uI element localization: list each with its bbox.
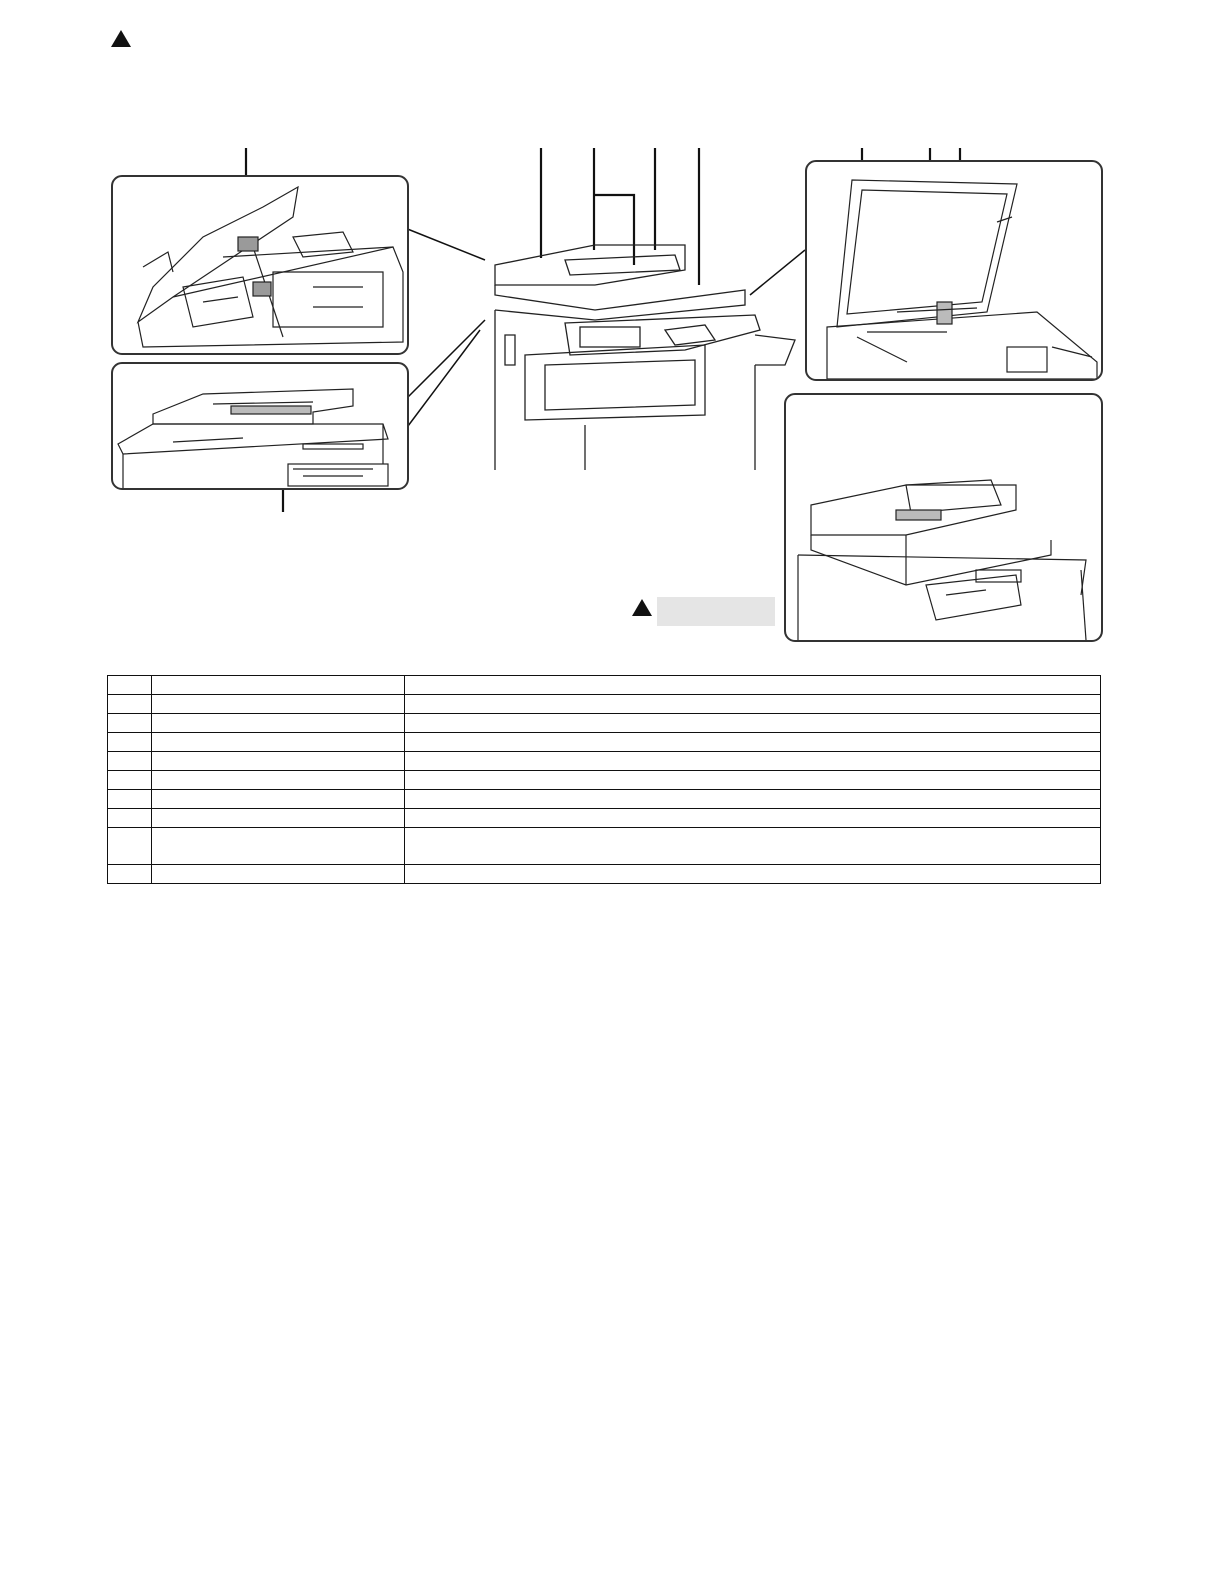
table-row: [108, 828, 1101, 865]
part-name: [152, 771, 405, 790]
part-description: [405, 771, 1101, 790]
part-name: [152, 865, 405, 884]
row-number: [108, 771, 152, 790]
adf-inside-illustration: [113, 177, 407, 353]
row-number: [108, 714, 152, 733]
part-name: [152, 809, 405, 828]
part-name: [152, 828, 405, 865]
dspf-unit-illustration: [786, 395, 1101, 640]
note-label: [657, 597, 775, 626]
document-glass-view: [805, 160, 1103, 381]
part-description: [405, 714, 1101, 733]
warning-triangle-icon: [111, 30, 131, 47]
row-number: [108, 752, 152, 771]
part-description: [405, 695, 1101, 714]
part-name: [152, 733, 405, 752]
part-name: [152, 752, 405, 771]
adf-front-illustration: [113, 364, 407, 488]
part-description: [405, 733, 1101, 752]
table-row: [108, 790, 1101, 809]
row-number: [108, 865, 152, 884]
row-number: [108, 809, 152, 828]
table-row: [108, 676, 1101, 695]
document-glass-illustration: [807, 162, 1101, 379]
table-row: [108, 809, 1101, 828]
part-description: [405, 752, 1101, 771]
table-row: [108, 695, 1101, 714]
part-name: [152, 714, 405, 733]
copier-main-illustration: [485, 215, 800, 470]
table-row: [108, 865, 1101, 884]
row-number: [108, 828, 152, 865]
part-description: [405, 790, 1101, 809]
adf-front-view: [111, 362, 409, 490]
table-row: [108, 752, 1101, 771]
row-number: [108, 790, 152, 809]
part-description: [405, 865, 1101, 884]
part-name: [152, 695, 405, 714]
table-row: [108, 771, 1101, 790]
dspf-unit-view: [784, 393, 1103, 642]
table-row: [108, 714, 1101, 733]
row-number: [108, 733, 152, 752]
part-description: [405, 809, 1101, 828]
row-number: [108, 695, 152, 714]
adf-inside-view: [111, 175, 409, 355]
part-name: [152, 790, 405, 809]
part-name: [152, 676, 405, 695]
table-row: [108, 733, 1101, 752]
part-description: [405, 676, 1101, 695]
caution-triangle-icon: [632, 599, 652, 616]
part-description: [405, 828, 1101, 865]
row-number: [108, 676, 152, 695]
parts-table: [107, 675, 1101, 884]
